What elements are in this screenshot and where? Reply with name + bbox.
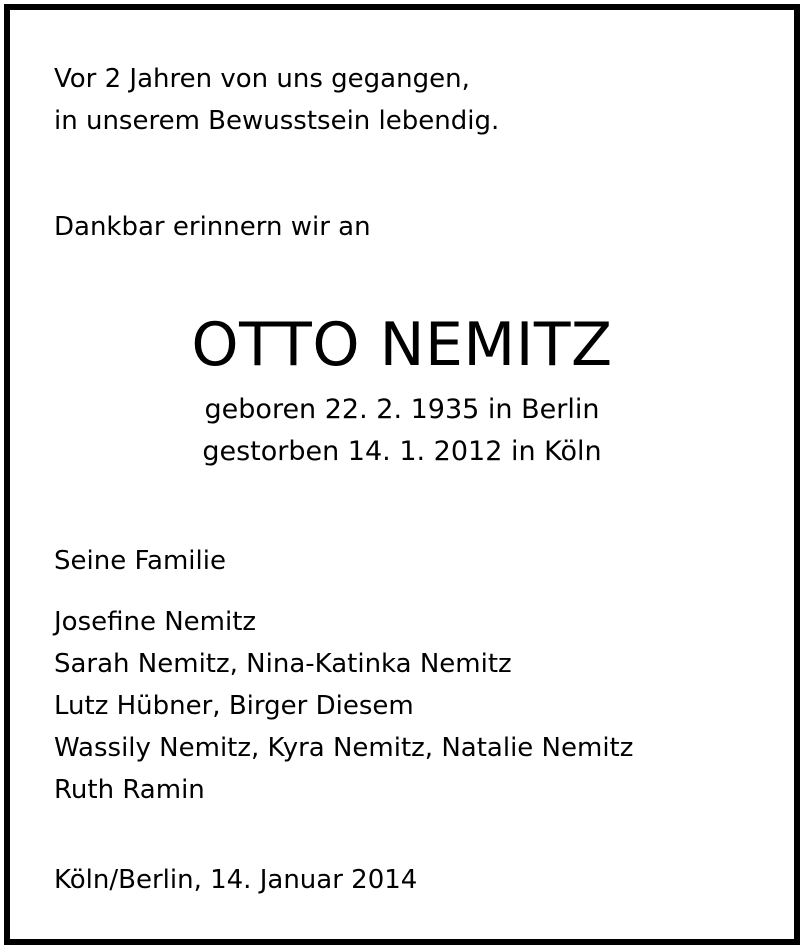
intro-line-2: in unserem Bewusstsein lebendig. — [54, 106, 500, 136]
family-member: Sarah Nemitz, Nina-Katinka Nemitz — [54, 649, 512, 679]
notice-frame — [4, 4, 800, 945]
family-member: Josefine Nemitz — [54, 607, 257, 637]
family-member: Lutz Hübner, Birger Diesem — [54, 691, 414, 721]
remembrance-line: Dankbar erinnern wir an — [54, 212, 371, 242]
deceased-name: OTTO NEMITZ — [191, 310, 613, 380]
family-member: Ruth Ramin — [54, 775, 205, 805]
place-date-line: Köln/Berlin, 14. Januar 2014 — [54, 865, 418, 895]
death-line: gestorben 14. 1. 2012 in Köln — [202, 436, 602, 467]
family-heading: Seine Familie — [54, 546, 226, 576]
intro-line-1: Vor 2 Jahren von uns gegangen, — [54, 64, 470, 94]
birth-line: geboren 22. 2. 1935 in Berlin — [204, 394, 600, 425]
family-member: Wassily Nemitz, Kyra Nemitz, Natalie Nemitz — [54, 733, 634, 763]
